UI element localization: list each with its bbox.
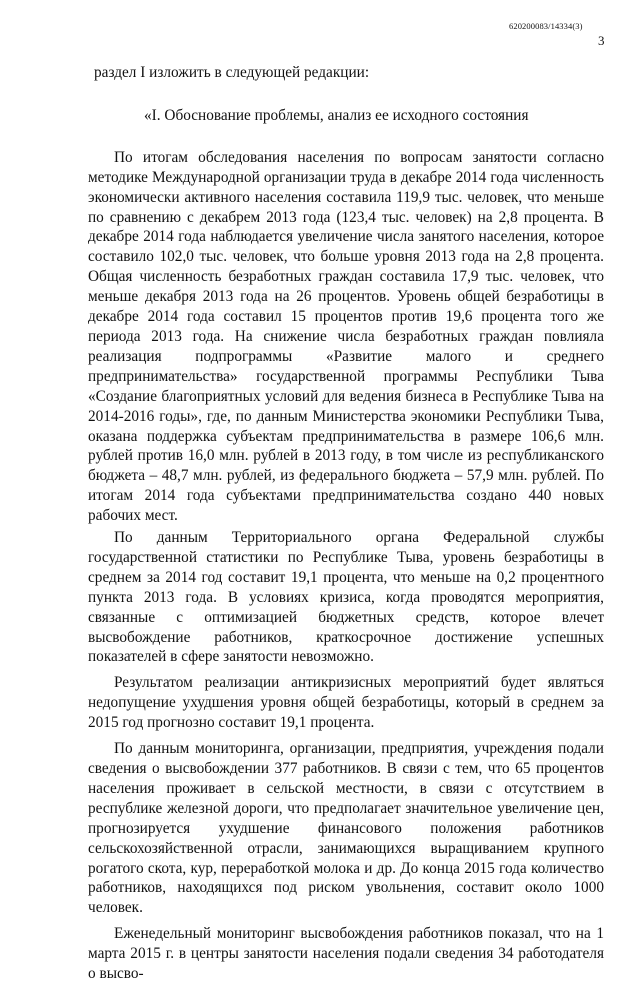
section-heading: «I. Обоснование проблемы, анализ ее исходного состояния: [144, 106, 529, 124]
document-body: [88, 63, 604, 986]
paragraph-anticrisis-result: Результатом реализации антикризисных мероприятий будет являться недопущение ухудшения уровня общей безработицы, который в среднем за 2015 год прогнозно составит 19,1 процента.: [88, 674, 604, 732]
paragraph-unemployment-level: По данным Территориального органа Федеральной службы государственной статистики по Республике Тыва, уровень безработицы в среднем за 2014 год составит 19,1 процента, что меньше на 0,2 процентного пункта 2013 года. В условиях кризиса, когда проводятся мероприятия, связанные с оптимизацией бюджетных средств, которое влечет высвобождение работников, краткосрочное достижение успешных показателей в сфере занятости невозможно.: [88, 529, 604, 666]
paragraph-employment-statistics: По итогам обследования населения по вопросам занятости согласно методике Международной организации труда в декабре 2014 года численность экономически активного населения составила 119,9 тыс. человек, что меньше по сравнению с декабрем 2013 года (123,4 тыс. человек) на 2,8 процента. В декабре 2014 года наблюдается увеличение числа занятого населения, которое составило 102,0 тыс. человек, что больше уровня 2013 года на 2,8 процента. Общая численность безработных граждан составила 17,9 тыс. человек, что меньше декабря 2013 года на 26 процентов. Уровень общей безработицы в декабре 2014 года составил 15 процентов против 19,6 процента того же периода 2013 года. На снижение числа безработных граждан повлияла реализация подпрограммы «Развитие малого и среднего предпринимательства» государственной программы Республики Тыва «Создание благоприятных условий для ведения бизнеса в Республике Тыва на 2014-2016 годы», где, по данным Министерства экономики Республики Тыва, оказана поддержка субъектам предпринимательства в размере 106,6 млн. рублей против 16,0 млн. рублей в 2013 году, в том числе из республиканского бюджета – 48,7 млн. рублей, из федерального бюджета – 57,9 млн. рублей. По итогам 2014 года субъектами предпринимательства создано 440 новых рабочих мест.: [88, 148, 604, 525]
page-number: 3: [598, 33, 605, 48]
paragraph-weekly-monitoring: Еженедельный мониторинг высвобождения работников показал, что на 1 марта 2015 г. в центры занятости населения подали сведения 34 работодателя о высво-: [88, 925, 604, 983]
document-registration-code: 620200083/14334(3): [509, 21, 583, 31]
intro-line: раздел I изложить в следующей редакции:: [94, 64, 370, 81]
paragraph-monitoring-data: По данным мониторинга, организации, предприятия, учреждения подали сведения о высвобождении 377 работников. В связи с тем, что 65 процентов населения проживает в сельской местности, в связи с отсутствием в республике железной дороги, что предполагает значительное увеличение цен, прогнозируется ухудшение финансового положения работников сельскохозяйственной отрасли, занимающихся выращиванием крупного рогатого скота, кур, переработкой молока и др. До конца 2015 года количество работников, находящихся под риском увольнения, составит около 1000 человек.: [88, 740, 604, 917]
